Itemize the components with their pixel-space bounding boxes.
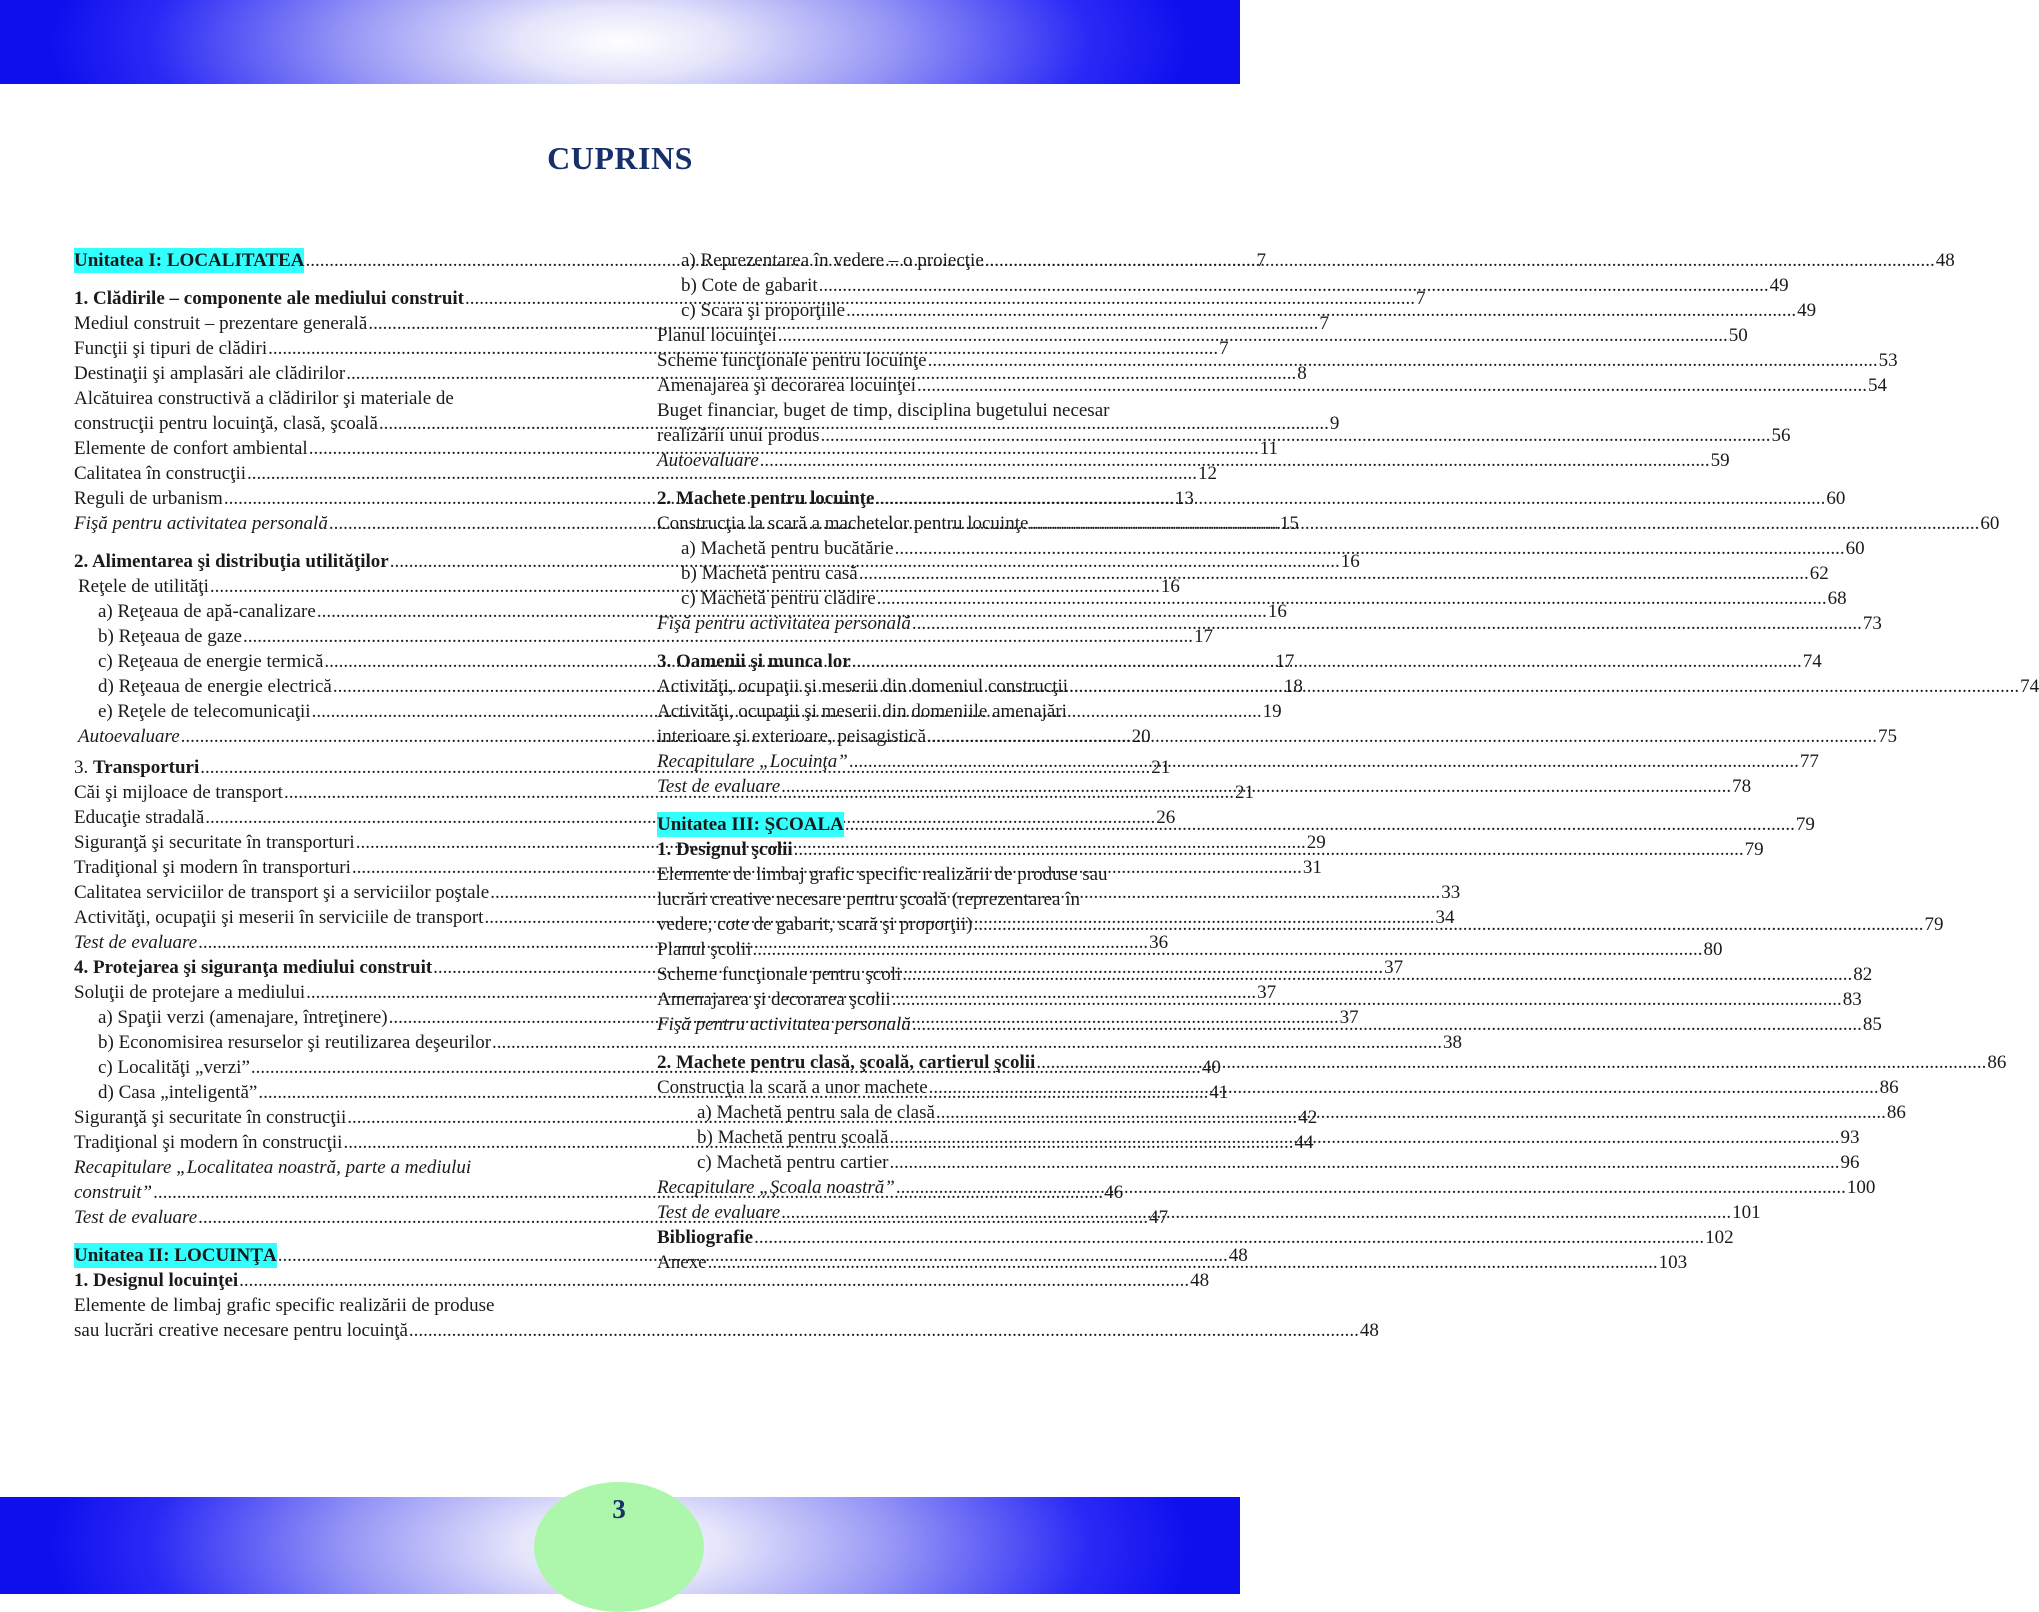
toc-section-entry[interactable]: 1. Designul locuinţei ..... 48 [74,1268,577,1293]
toc-entry[interactable]: Soluţii de protejare a mediului ..... 37 [74,980,577,1005]
header-gradient-band [0,0,1240,84]
toc-entry[interactable]: Construcţia la scară a unor machete ..... 86 [657,1075,1167,1100]
toc-entry[interactable]: Căi şi mijloace de transport ..... 21 [74,780,577,805]
toc-unit-entry[interactable]: Unitatea I: LOCALITATEA ..... 7 [74,248,577,273]
toc-entry[interactable]: sau lucrări creative necesare pentru locuinţă ..... 48 [74,1318,577,1343]
toc-entry[interactable]: Educaţie stradală ..... 26 [74,805,577,830]
toc-subentry[interactable]: b) Cote de gabarit ..... 49 [657,273,1167,298]
toc-subentry[interactable]: e) Reţele de telecomunicaţii ..... 19 [74,699,577,724]
toc-entry[interactable]: Fişă pentru activitatea personală ..... 15 [74,511,577,536]
toc-entry[interactable]: Tradiţional şi modern în construcţii ..... 44 [74,1130,577,1155]
toc-entry[interactable]: Activităţi, ocupaţii şi meserii în serviciile de transport ..... 34 [74,905,577,930]
toc-entry[interactable]: Fişă pentru activitatea personală ..... 85 [657,1012,1167,1037]
toc-entry[interactable]: construcţii pentru locuinţă, clasă, şcoală ..... 9 [74,411,577,436]
toc-entry[interactable]: Tradiţional şi modern în transporturi ..... 31 [74,855,577,880]
toc-entry[interactable]: construit” ..... 46 [74,1180,577,1205]
toc-entry[interactable]: Reguli de urbanism ..... 13 [74,486,577,511]
toc-entry[interactable]: Siguranţă şi securitate în construcţii ..... 42 [74,1105,577,1130]
toc-unit-entry[interactable]: Unitatea III: ŞCOALA ..... 79 [657,812,1167,837]
toc-entry[interactable]: Fişă pentru activitatea personală ..... 73 [657,611,1167,636]
toc-entry[interactable]: Test de evaluare ..... 101 [657,1200,1167,1225]
toc-subentry[interactable]: c) Scara şi proporţiile ..... 49 [657,298,1167,323]
toc-subentry[interactable]: b) Machetă pentru casă ..... 62 [657,561,1167,586]
toc-entry[interactable]: vedere, cote de gabarit, scară şi proporţii) ..... 79 [657,912,1167,937]
page-title: CUPRINS [547,140,693,176]
toc-entry-line: Elemente de limbaj grafic specific realizării de produse [74,1295,495,1316]
toc-section-entry[interactable]: 2. Alimentarea şi distribuţia utilităţilor ..... 16 [74,549,577,574]
toc-entry[interactable]: Recapitulare „Şcoala noastră” ..... 100 [657,1175,1167,1200]
toc-subentry[interactable]: a) Reprezentarea în vedere – o proiecţie ..... 48 [657,248,1167,273]
toc-entry[interactable]: Elemente de confort ambiental ..... 11 [74,436,577,461]
toc-entry[interactable]: Scheme funcţionale pentru locuinţe ..... 53 [657,348,1167,373]
toc-subentry[interactable]: d) Reţeaua de energie electrică ..... 18 [74,674,577,699]
toc-entry[interactable]: Destinaţii şi amplasări ale clădirilor ..... 8 [74,361,577,386]
toc-subentry[interactable]: c) Reţeaua de energie termică ..... 17 [74,649,577,674]
toc-section-entry[interactable]: 3. Oamenii şi munca lor ..... 74 [657,649,1167,674]
toc-entry-line: Recapitulare „Localitatea noastră, parte a mediului [74,1157,472,1178]
toc-entry[interactable]: realizării unui produs ..... 56 [657,423,1167,448]
toc-entry[interactable]: Autoevaluare ..... 59 [657,448,1167,473]
toc-entry-line: Elemente de limbaj grafic specific realizării de produse sau [657,864,1108,885]
toc-entry[interactable]: Amenajarea şi decorarea locuinţei ..... 54 [657,373,1167,398]
toc-subentry[interactable]: d) Casa „inteligentă” ..... 41 [74,1080,577,1105]
toc-subentry[interactable]: b) Reţeaua de gaze ..... 17 [74,624,577,649]
toc-section-entry[interactable]: 3. Transporturi ..... 21 [74,755,577,780]
toc-entry[interactable]: Planul şcolii ..... 80 [657,937,1167,962]
toc-section-entry[interactable]: 1. Designul şcolii ..... 79 [657,837,1167,862]
toc-section-entry[interactable]: 2. Machete pentru clasă, şcoală, cartierul şcolii ..... 86 [657,1050,1167,1075]
toc-entry[interactable]: Autoevaluare ..... 20 [74,724,577,749]
toc-entry[interactable]: Test de evaluare ..... 36 [74,930,577,955]
toc-entry[interactable]: Planul locuinţei ..... 50 [657,323,1167,348]
toc-entry[interactable]: Siguranţă şi securitate în transporturi ..... 29 [74,830,577,855]
toc-subentry[interactable]: a) Machetă pentru bucătărie ..... 60 [657,536,1167,561]
toc-entry[interactable]: Reţele de utilităţi ..... 16 [74,574,577,599]
toc-entry[interactable]: Calitatea serviciilor de transport şi a serviciilor poştale ..... 33 [74,880,577,905]
toc-entry[interactable]: Test de evaluare ..... 47 [74,1205,577,1230]
toc-entry[interactable]: Funcţii şi tipuri de clădiri ..... 7 [74,336,577,361]
toc-subentry[interactable]: c) Machetă pentru clădire ..... 68 [657,586,1167,611]
toc-entry[interactable]: Mediul construit – prezentare generală ..... 7 [74,311,577,336]
toc-entry[interactable]: Scheme funcţionale pentru şcoli ..... 82 [657,962,1167,987]
toc-entry[interactable]: interioare şi exterioare, peisagistică ..... 75 [657,724,1167,749]
toc-entry-line: Alcătuirea constructivă a clădirilor şi materiale de [74,388,454,409]
toc-subentry[interactable]: a) Reţeaua de apă-canalizare ..... 16 [74,599,577,624]
toc-subentry[interactable]: c) Localităţi „verzi” ..... 40 [74,1055,577,1080]
toc-subentry[interactable]: a) Machetă pentru sala de clasă ..... 86 [657,1100,1167,1125]
toc-entry[interactable]: Construcţia la scară a machetelor pentru locuinţe ..... 60 [657,511,1167,536]
page-number-badge [534,1482,704,1612]
toc-entry-line: Buget financiar, buget de timp, disciplina bugetului necesar [657,400,1110,421]
toc-subentry[interactable]: b) Economisirea resurselor şi reutilizarea deşeurilor ..... 38 [74,1030,577,1055]
toc-section-entry[interactable]: 2. Machete pentru locuinţe ..... 60 [657,486,1167,511]
toc-entry[interactable]: Bibliografie ..... 102 [657,1225,1167,1250]
toc-entry[interactable]: Anexe ..... 103 [657,1250,1167,1275]
toc-entry[interactable]: Test de evaluare ..... 78 [657,774,1167,799]
toc-entry[interactable]: Amenajarea şi decorarea şcolii ..... 83 [657,987,1167,1012]
toc-section-entry[interactable]: 4. Protejarea şi siguranţa mediului construit ..... 37 [74,955,577,980]
page-number: 3 [612,1494,626,1524]
toc-entry-line: lucrări creative necesare pentru şcoală (reprezentarea în [657,889,1080,910]
toc-entry[interactable]: Calitatea în construcţii ..... 12 [74,461,577,486]
toc-entry[interactable]: Activităţi, ocupaţii şi meserii din domeniul construcţii ..... 74 [657,674,1167,699]
toc-subentry[interactable]: c) Machetă pentru cartier ..... 96 [657,1150,1167,1175]
toc-entry[interactable]: Recapitulare „Locuinţa” ..... 77 [657,749,1167,774]
toc-entry-line: Activităţi, ocupaţii şi meserii din domeniile amenajări [657,701,1067,722]
toc-subentry[interactable]: a) Spaţii verzi (amenajare, întreţinere) ..... 37 [74,1005,577,1030]
toc-section-entry[interactable]: 1. Clădirile – componente ale mediului construit ..... 7 [74,286,577,311]
toc-unit-entry[interactable]: Unitatea II: LOCUINŢA ..... 48 [74,1243,577,1268]
toc-subentry[interactable]: b) Machetă pentru şcoală ..... 93 [657,1125,1167,1150]
